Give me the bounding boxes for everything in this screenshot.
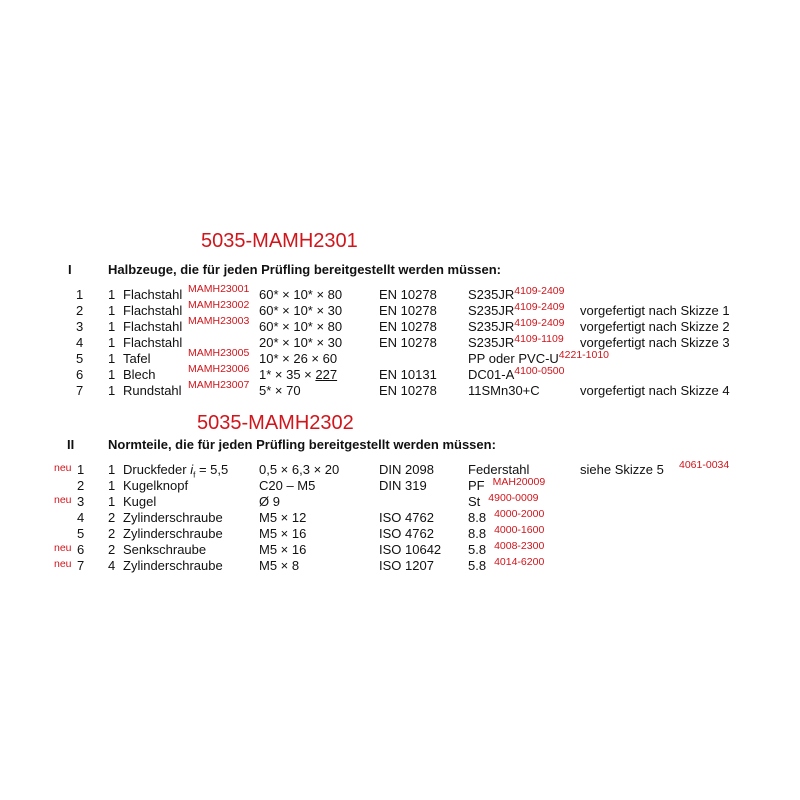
row-norm: EN 10131 (379, 367, 437, 382)
row-name-suffix: = 5,5 (195, 462, 229, 477)
row-new-marker: neu (54, 462, 72, 474)
row-name (123, 526, 223, 541)
row-dimensions-text: 60* × 10* × 80 (259, 319, 343, 334)
row-note: vorgefertigt nach Skizze 1 (580, 303, 730, 318)
row-quantity: 1 (108, 351, 116, 366)
row-material-code: 4900-0009 (488, 492, 539, 504)
row-number: 6 (77, 542, 85, 557)
row-number: 7 (76, 383, 84, 398)
row-quantity: 4 (108, 558, 116, 573)
row-name: Flachstahl (123, 319, 183, 334)
row-note: vorgefertigt nach Skizze 3 (580, 335, 730, 350)
row-code: MAMH23005 (188, 347, 250, 359)
row-dimensions-text: 1* × 35 × (259, 367, 316, 382)
row-dimensions (259, 319, 342, 334)
row-material-text: 8.8 (468, 526, 487, 541)
row-name: Flachstahl (123, 287, 183, 302)
row-material-code: 4109-2409 (514, 301, 565, 313)
row-note: vorgefertigt nach Skizze 2 (580, 319, 730, 334)
row-quantity: 2 (108, 542, 116, 557)
row-dimensions: M5 × 16 (259, 526, 307, 541)
row-new-marker: neu (54, 542, 72, 554)
row-material-code: 4100-0500 (514, 365, 565, 377)
row-name: Rundstahl (123, 383, 182, 398)
row-material (468, 367, 564, 382)
row-dimensions: C20 – M5 (259, 478, 316, 493)
row-dimensions (259, 351, 337, 366)
row-number: 2 (77, 478, 85, 493)
row-norm: ISO 4762 (379, 510, 434, 525)
row-name-text: Zylinderschraube (123, 510, 223, 525)
row-material-text: DC01-A (468, 367, 515, 382)
row-norm: ISO 1207 (379, 558, 434, 573)
row-name: Tafel (123, 351, 151, 366)
row-quantity: 1 (108, 367, 116, 382)
spring-symbol: $i_f$ (190, 462, 196, 480)
row-dimensions: 0,5 × 6,3 × 20 (259, 462, 340, 477)
section-1-title: Halbzeuge, die für jeden Prüfling bereitgestellt werden müssen: (108, 262, 501, 277)
row-material-text: St (468, 494, 481, 509)
row-material (468, 526, 544, 541)
row-dimensions-underlined: 227 (315, 367, 338, 382)
row-material-code: 4221-1010 (558, 349, 610, 361)
row-material-code: 4000-2000 (494, 508, 545, 520)
row-name (123, 542, 206, 557)
row-material-text: S235JR (468, 303, 515, 318)
row-norm: DIN 319 (379, 478, 427, 493)
row-norm: DIN 2098 (379, 462, 434, 477)
row-material-text: PF (468, 478, 485, 493)
row-code: MAMH23007 (188, 379, 250, 391)
row-dimensions: M5 × 12 (259, 510, 307, 525)
row-material-code: 4008-2300 (494, 540, 545, 552)
row-name (123, 558, 223, 573)
row-norm: EN 10278 (379, 303, 437, 318)
row-number: 1 (77, 462, 85, 477)
row-norm: ISO 4762 (379, 526, 434, 541)
row-material-text: 5.8 (468, 542, 487, 557)
row-name-text: Kugelknopf (123, 478, 189, 493)
row-name (123, 478, 188, 493)
row-material-text: 8.8 (468, 510, 487, 525)
row-material (468, 335, 564, 350)
row-note-code: 4061-0034 (679, 459, 730, 471)
row-number: 5 (76, 351, 84, 366)
row-material-text: S235JR (468, 335, 515, 350)
row-material-code: 4014-6200 (494, 556, 545, 568)
row-name-text: Zylinderschraube (123, 558, 223, 573)
row-number: 1 (76, 287, 84, 302)
row-name-text: Senkschraube (123, 542, 207, 557)
row-material-text: S235JR (468, 319, 515, 334)
row-quantity: 1 (108, 303, 116, 318)
row-quantity: 2 (108, 510, 116, 525)
row-name: Flachstahl (123, 303, 183, 318)
row-quantity: 1 (108, 462, 116, 477)
row-code: MAMH23006 (188, 363, 250, 375)
row-material (468, 319, 564, 334)
row-name (123, 510, 223, 525)
row-material-text: 5.8 (468, 558, 487, 573)
row-dimensions-text: 20* × 10* × 30 (259, 335, 343, 350)
row-number: 6 (76, 367, 84, 382)
row-number: 2 (76, 303, 84, 318)
row-dimensions-text: 10* × 26 × 60 (259, 351, 338, 366)
row-quantity: 1 (108, 319, 116, 334)
row-dimensions: M5 × 16 (259, 542, 307, 557)
row-material (468, 558, 544, 573)
row-material (468, 542, 544, 557)
row-quantity: 1 (108, 383, 116, 398)
row-norm: EN 10278 (379, 287, 437, 302)
row-name-text: Zylinderschraube (123, 526, 223, 541)
row-code: MAMH23002 (188, 299, 250, 311)
row-norm: EN 10278 (379, 335, 437, 350)
row-quantity: 1 (108, 478, 116, 493)
row-number: 3 (77, 494, 85, 509)
row-material-code: 4109-1109 (514, 333, 564, 345)
row-note: siehe Skizze 5 (580, 462, 664, 477)
row-dimensions: M5 × 8 (259, 558, 300, 573)
row-material (468, 510, 544, 525)
row-name (123, 462, 228, 480)
row-dimensions-text: 60* × 10* × 30 (259, 303, 343, 318)
row-dimensions: Ø 9 (259, 494, 280, 509)
row-number: 7 (77, 558, 85, 573)
row-number: 4 (76, 335, 84, 350)
row-material-text: 11SMn30+C (468, 383, 540, 398)
row-quantity: 1 (108, 287, 116, 302)
section-2-title: Normteile, die für jeden Prüfling bereitgestellt werden müssen: (108, 437, 496, 452)
row-material (468, 287, 564, 302)
row-quantity: 1 (108, 335, 116, 350)
row-material (468, 462, 529, 477)
row-number: 4 (77, 510, 85, 525)
row-dimensions (259, 303, 342, 318)
row-dimensions (259, 335, 342, 350)
row-norm: EN 10278 (379, 319, 437, 334)
section-2-roman: II (67, 437, 75, 452)
row-number: 5 (77, 526, 85, 541)
row-norm: EN 10278 (379, 383, 437, 398)
row-material-code: 4109-2409 (514, 285, 565, 297)
row-dimensions-text: 60* × 10* × 80 (259, 287, 343, 302)
row-code: MAMH23003 (188, 315, 250, 327)
row-quantity: 1 (108, 494, 116, 509)
row-new-marker: neu (54, 494, 72, 506)
row-note: vorgefertigt nach Skizze 4 (580, 383, 730, 398)
row-material-text: S235JR (468, 287, 515, 302)
row-name-text: Kugel (123, 494, 157, 509)
row-code: MAMH23001 (188, 283, 250, 295)
row-number: 3 (76, 319, 84, 334)
section-1-heading: 5035-MAMH2301 (201, 230, 358, 252)
row-material (468, 478, 545, 493)
row-dimensions (259, 383, 301, 398)
row-name (123, 494, 156, 509)
row-name: Flachstahl (123, 335, 183, 350)
row-material-text: Federstahl (468, 462, 530, 477)
row-material-code: 4109-2409 (514, 317, 565, 329)
row-material (468, 303, 564, 318)
row-name: Blech (123, 367, 156, 382)
row-new-marker: neu (54, 558, 72, 570)
row-material-code: 4000-1600 (494, 524, 545, 536)
row-material-text: PP oder PVC-U (468, 351, 559, 366)
row-quantity: 2 (108, 526, 116, 541)
row-norm: ISO 10642 (379, 542, 442, 557)
row-dimensions (259, 367, 337, 382)
row-dimensions (259, 287, 342, 302)
row-material (468, 383, 540, 398)
row-material (468, 494, 539, 509)
row-material (468, 351, 609, 366)
section-2-heading: 5035-MAMH2302 (197, 412, 354, 434)
row-dimensions-text: 5* × 70 (259, 383, 301, 398)
row-name-text: Druckfeder (123, 462, 187, 477)
section-1-roman: I (68, 262, 72, 277)
row-material-code: MAH20009 (492, 476, 546, 488)
